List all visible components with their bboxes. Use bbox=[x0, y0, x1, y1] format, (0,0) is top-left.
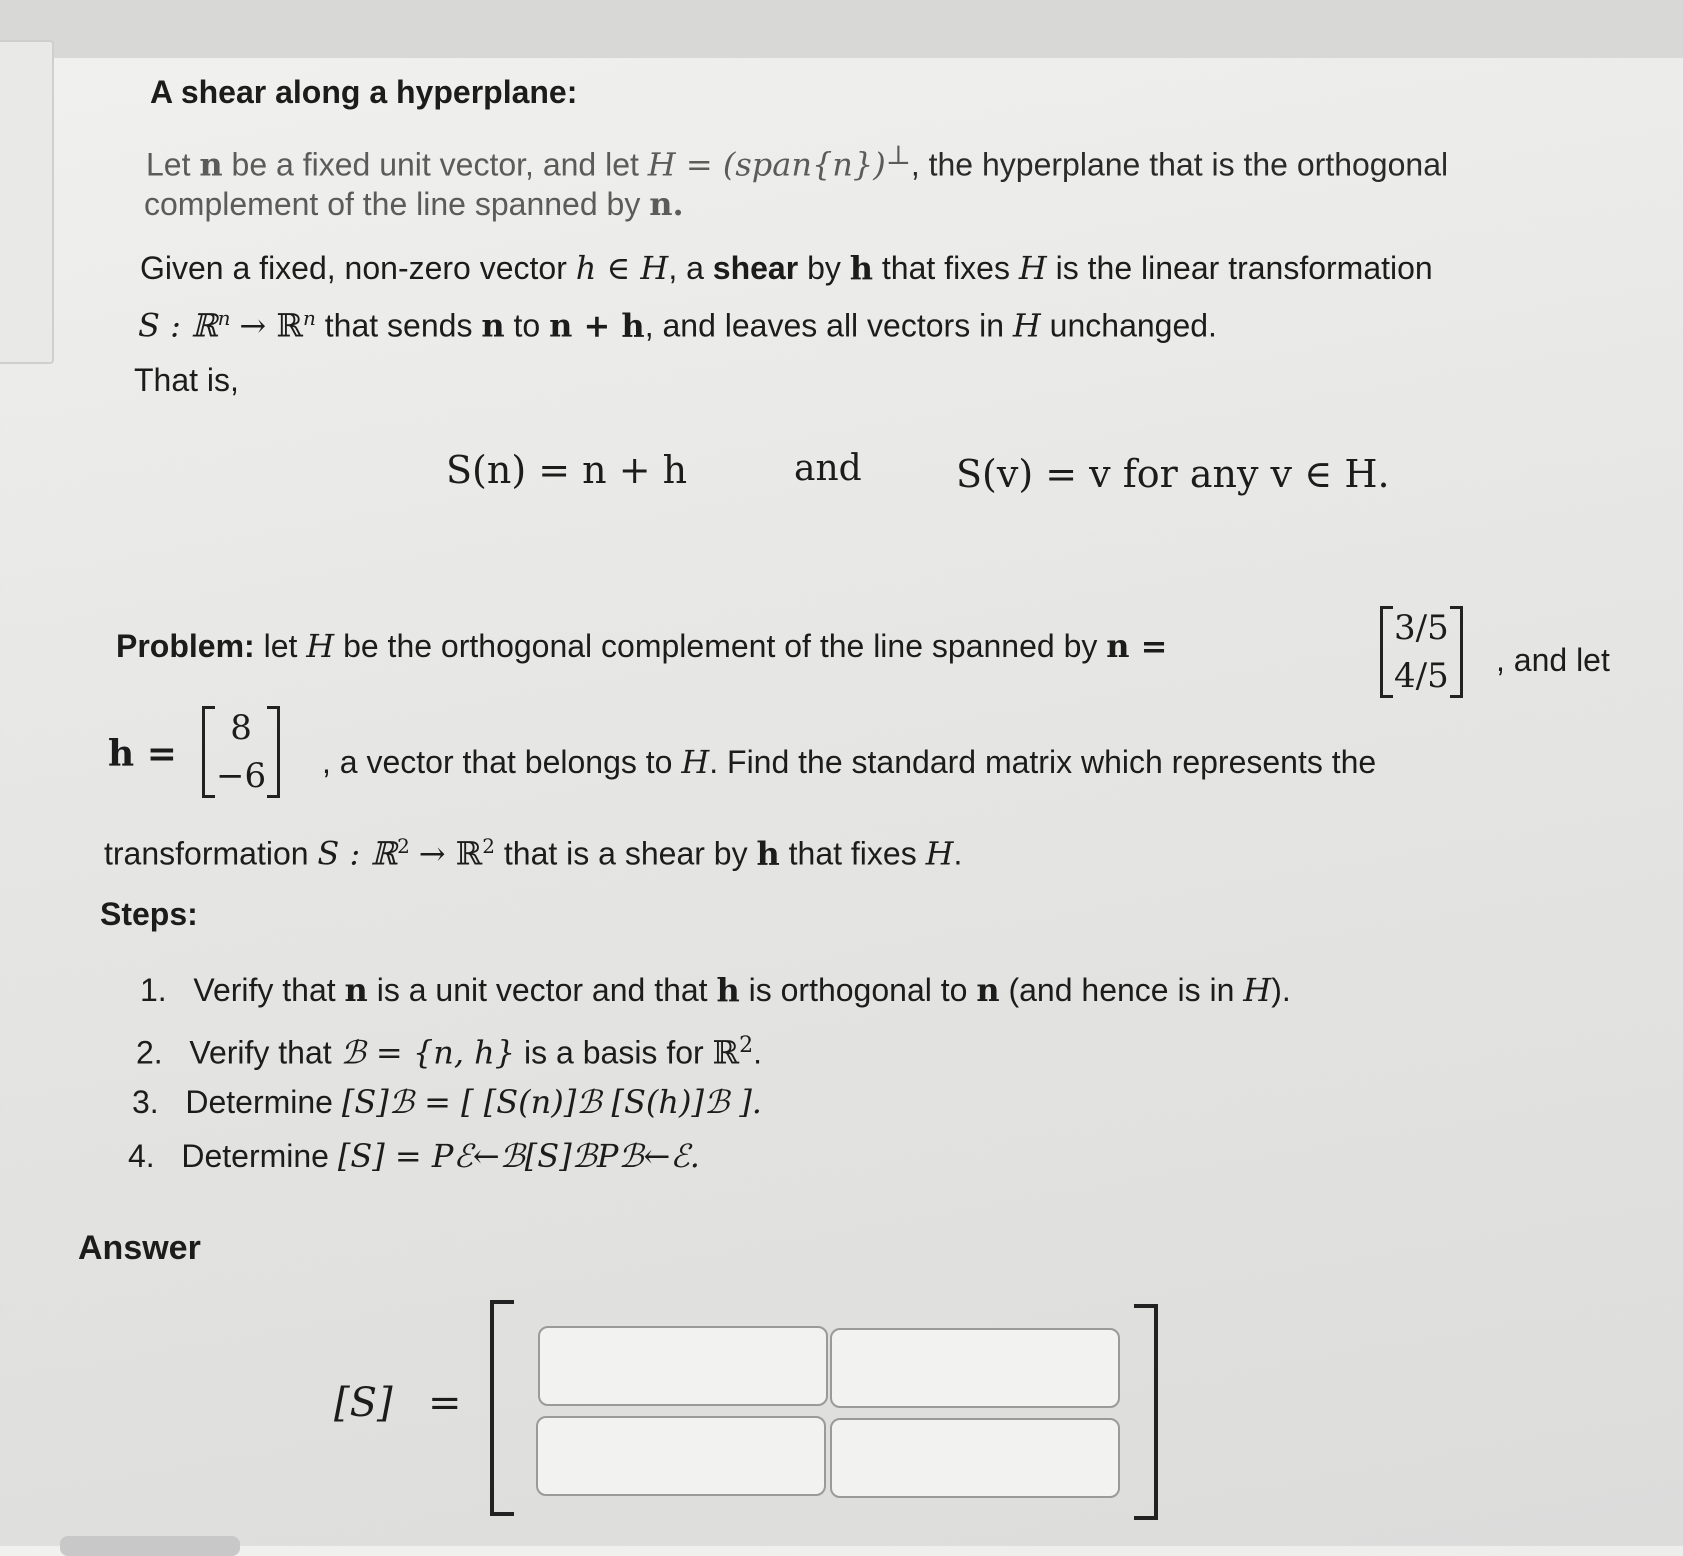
problem-H: H bbox=[925, 834, 954, 873]
problem-text: . bbox=[953, 835, 963, 872]
step-text: Verify that bbox=[189, 1034, 332, 1071]
answer-cell-2-1[interactable] bbox=[536, 1416, 826, 1496]
intro-H-def: H = (span{n}) bbox=[647, 145, 886, 184]
shear-term: shear bbox=[712, 250, 799, 286]
perp-symbol: ⊥ bbox=[885, 140, 911, 171]
sup-2: 2 bbox=[482, 834, 495, 858]
given-text: is the linear transformation bbox=[1055, 250, 1433, 286]
problem-h: h bbox=[756, 834, 780, 873]
answer-cell-1-2[interactable] bbox=[830, 1328, 1120, 1408]
intro-text: be a fixed unit vector, and let bbox=[231, 146, 639, 183]
h-equals: h = bbox=[108, 733, 177, 775]
step-basis-math: ℬ = {n, h} bbox=[340, 1033, 516, 1072]
h-vector bbox=[202, 704, 280, 800]
answer-label: Answer bbox=[78, 1229, 201, 1267]
step-2 bbox=[136, 1026, 762, 1073]
step-text: is orthogonal to bbox=[748, 972, 968, 1008]
sup-2: 2 bbox=[739, 1033, 754, 1058]
n-vector bbox=[1380, 604, 1463, 700]
step-text: Determine bbox=[185, 1084, 333, 1120]
answer-cell-2-2[interactable] bbox=[830, 1418, 1120, 1498]
step-n: n bbox=[344, 971, 368, 1009]
step-h: h bbox=[716, 971, 740, 1009]
answer-cell-1-1[interactable] bbox=[538, 1326, 828, 1406]
given-h-in-H: h ∈ H bbox=[575, 249, 669, 287]
step-text: . bbox=[753, 1034, 763, 1071]
answer-equals: = bbox=[428, 1380, 462, 1426]
h-entry-1: 8 bbox=[230, 708, 252, 748]
step-text: ). bbox=[1271, 972, 1291, 1008]
problem-text: transformation bbox=[104, 835, 309, 872]
problem-text: , a vector that belongs to bbox=[322, 744, 673, 780]
given-text: by bbox=[807, 250, 841, 286]
given-text: that sends bbox=[324, 307, 473, 344]
problem-line-2 bbox=[322, 742, 1376, 782]
sidebar-edge bbox=[0, 40, 54, 364]
submit-button-partial[interactable] bbox=[60, 1536, 240, 1556]
problem-H: H bbox=[306, 627, 335, 665]
problem-text: let bbox=[263, 628, 298, 664]
left-bracket bbox=[490, 1300, 514, 1516]
problem-text: . Find the standard matrix which represents the bbox=[709, 744, 1377, 780]
problem-text: that is a shear by bbox=[503, 835, 748, 872]
display-eq-1: S(n) = n + h bbox=[446, 448, 688, 492]
step-number: 4. bbox=[128, 1138, 155, 1174]
h-matrix bbox=[202, 704, 280, 800]
given-n-plus-h: n + h bbox=[549, 306, 645, 345]
right-bracket bbox=[1134, 1304, 1158, 1520]
intro-n: n bbox=[199, 145, 223, 184]
top-strip bbox=[0, 0, 1683, 58]
intro-text: complement of the line spanned by bbox=[144, 186, 641, 222]
problem-map: S : ℝ bbox=[317, 834, 398, 873]
step-n: n bbox=[976, 971, 1000, 1009]
steps-label: Steps: bbox=[100, 896, 198, 932]
map-arrow: → ℝ bbox=[239, 306, 303, 345]
display-and: and bbox=[794, 448, 862, 489]
step-number: 2. bbox=[136, 1034, 163, 1071]
step-1 bbox=[140, 970, 1291, 1010]
given-text: , and leaves all vectors in bbox=[644, 307, 1004, 344]
problem-arrow: → ℝ bbox=[418, 834, 483, 873]
given-n: n bbox=[481, 306, 505, 345]
display-eq-2: S(v) = v for any v ∈ H. bbox=[956, 452, 1390, 496]
n-entry-2: 4/5 bbox=[1394, 656, 1449, 696]
step-text: Determine bbox=[181, 1138, 329, 1174]
n-entry-1: 3/5 bbox=[1394, 608, 1449, 648]
step-3 bbox=[132, 1082, 762, 1122]
problem-H: H bbox=[681, 743, 710, 781]
problem-line-1 bbox=[116, 626, 1167, 666]
step-number: 1. bbox=[140, 972, 167, 1008]
step-text: is a basis for bbox=[524, 1034, 704, 1071]
step-4-math: [S] = Pℰ←ℬ[S]ℬPℬ←ℰ. bbox=[337, 1137, 700, 1175]
problem-and-let: , and let bbox=[1496, 642, 1610, 678]
given-line-1 bbox=[140, 248, 1433, 288]
that-is-text: That is, bbox=[134, 362, 239, 398]
step-3-math: [S]ℬ = [ [S(n)]ℬ [S(h)]ℬ ]. bbox=[341, 1083, 762, 1121]
given-text: , a bbox=[668, 250, 704, 286]
step-text: (and hence is in bbox=[1008, 972, 1235, 1008]
step-text: Verify that bbox=[193, 972, 336, 1008]
intro-line-2 bbox=[144, 184, 684, 224]
problem-text: that fixes bbox=[788, 835, 917, 872]
intro-text: Let bbox=[146, 146, 191, 183]
given-h: h bbox=[849, 249, 874, 287]
given-text: unchanged. bbox=[1049, 307, 1217, 344]
problem-text: be the orthogonal complement of the line spanned by bbox=[343, 628, 1098, 664]
problem-label: Problem: bbox=[116, 628, 255, 664]
sup-n: n bbox=[303, 306, 316, 330]
h-entry-2: −6 bbox=[216, 756, 267, 796]
given-line-2 bbox=[138, 298, 1217, 346]
n-matrix bbox=[1380, 604, 1463, 700]
intro-line-1 bbox=[146, 136, 1448, 185]
step-4 bbox=[128, 1136, 700, 1176]
step-R: ℝ bbox=[712, 1033, 740, 1072]
sup-2: 2 bbox=[397, 834, 410, 858]
given-H: H bbox=[1012, 306, 1041, 345]
problem-line-3 bbox=[104, 826, 962, 874]
step-number: 3. bbox=[132, 1084, 159, 1120]
page-title: A shear along a hyperplane: bbox=[150, 74, 578, 110]
intro-n-end: n. bbox=[649, 185, 684, 223]
n-equals: n = bbox=[1106, 627, 1168, 665]
intro-text: , the hyperplane that is the orthogonal bbox=[910, 146, 1449, 183]
given-H: H bbox=[1018, 249, 1047, 287]
step-H: H bbox=[1243, 971, 1272, 1009]
step-text: is a unit vector and that bbox=[376, 972, 708, 1008]
answer-lhs: [S] bbox=[334, 1380, 393, 1426]
given-text: that fixes bbox=[881, 250, 1010, 286]
given-text: Given a fixed, non-zero vector bbox=[140, 250, 567, 286]
map-domain: S : ℝ bbox=[138, 306, 218, 345]
sup-n: n bbox=[217, 306, 231, 330]
given-text: to bbox=[513, 307, 541, 344]
